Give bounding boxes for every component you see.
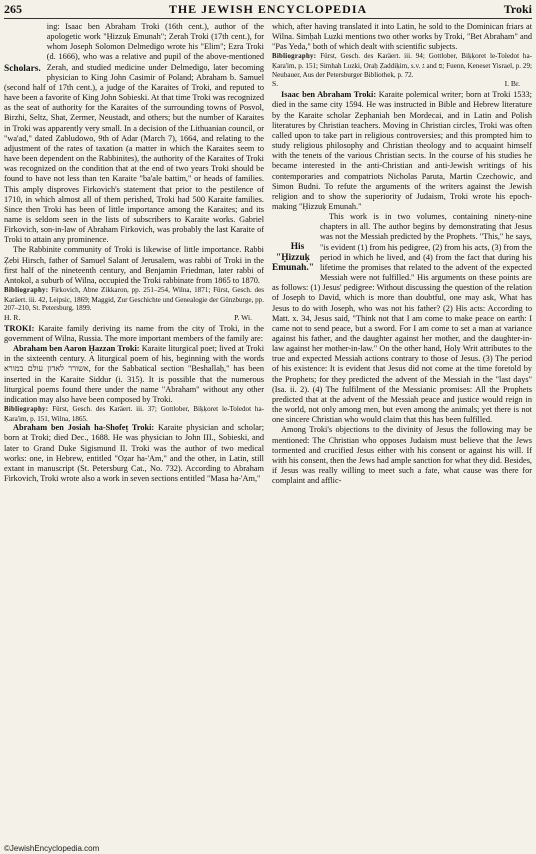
hebrew-incipit: אשורר לאדון עולם במורא xyxy=(4,364,89,374)
paragraph-continuation: which, after having translated it into Latin, he sold to the Dominican friars at Wilna. Simḥah Luzki mentions two other works by Troki, "Bet Abraham" and "Pas Yeda," both of which dealt with scientific subjects. xyxy=(272,22,532,52)
entry-heading-troki: TROKI: xyxy=(4,323,35,333)
paragraph-hizzuk: His "Ḥizzuḳ Emunah." This work is in two volumes, containing ninety-nine chapters in all. The author begins by demonstrating that Jesus was not the Messiah predicted by the Prophets. "This," he says, "is evident (1) from his pedigree, (2) from his acts, (3) from the period in which he lived, and (4) from the fact that during his lifetime the promises that related to the advent of the expected Messiah were not fulfilled." His arguments on these points are as follows: (1) Jesus' pedigree: Without discussing the question of the relation of Joseph to David, which is more than doubtful, one may ask, What has Jesus to do with Joseph, who was not his father? (2) His acts: According to Matt. x. 34, Jesus said, "Think not that I am come to make peace on earth: I came not to send peace, but a sword. For I am come to set a man at variance against his father, and the daughter against her mother, and the daughter-in-law against her mother-in-law." On the other hand, Holy Writ attributes to the true and expected Messiah actions contrary to those of Jesus. (3) The period of his existence: It is evident that Jesus did not come at the time foretold by the Prophets; for they predicted the advent of the Messiah in the "last days" (Isa. ii. 2). (4) The fulfilment of the Messianic promises: All the Prophets predicted that at the advent of the Messiah peace and justice would reign in the world, not only among men, but even among the animals; yet there is not one sincere Christian who would claim that this has been fulfilled. xyxy=(272,212,532,425)
running-title: THE JEWISH ENCYCLOPEDIA xyxy=(168,2,368,16)
entry-heading-abraham-josiah: Abraham ben Josiah ha-Shofeṭ Troki: xyxy=(13,423,155,433)
entry-isaac: Isaac ben Abraham Troki: Karaite polemical writer; born at Troki 1533; died in the same city 1594. He was instructed in Bible and Hebrew literature by the Karaite scholar Zephaniah ben Mordecai, and in Latin and Polish literatures by Christian teachers. Moving in Christian circles, Troki was often called upon to take part in religious controversies; and this prompted him to study religious philosophy and Christian theology and to acquaint himself with the tenets of the various Christian sects. In the course of his studies he became interested in the anti-Christian and anti-Jewish writings of his contemporaries and compatriots Nicholas Paruta, Martin Czechowic, and Simon Budni. To refute the arguments of the writers against the Jewish religion and to show the superiority of Judaism, Troki wrote his epoch-making "Ḥizzuḳ Emunah." xyxy=(272,90,532,211)
entry-abraham-aaron: Abraham ben Aaron Ḥazzan Troki: Karaite liturgical poet; lived at Troki in the sixteenth century. A liturgical poem of his, beginning with the words אשורר לאדון עולם במורא, for the Sabbatical section "Beshallaḥ," has been inserted in the Karaite Siddur (i. 315). It is possible that the numerous liturgical poems found there under the name "Abraham" without any other indication may also have been composed by Troki. xyxy=(4,344,264,404)
paragraph-scholars: Scholars. ing: Isaac ben Abraham Troki (16th cent.), author of the apologetic work "Ḥizzuḳ Emunah"; Zerah Troki (17th cent.), for whom Joseph Solomon Delmedigo wrote his "Elim"; Ezra Troki (d. 1666), who was a relative and pupil of the above-mentioned Zerah, and studied medicine under Delmedigo, later becoming physician to King John Casimir of Poland; Abraham b. Samuel (second half of 17th cent.), a judge of the Karaites of Troki, and reputed to have been a favorite of King John Sobieski. At that time Troki was recognized as the seat of authority for the Karaites of the surrounding towns of Posvol, Birzhi, Seltz, Shat, Zermer, Neustadt, and others; but the number of Karaites in Troki was apparently very small. In a decision of the Lithuanian council, or "wa'ad," dated Zabludowo, 9th of Adar (March 7), 1664, and relating to the adjustment of the rates of taxation (a matter in which the Karaites seem to have been dependent on the Rabbinites), the authority of the Karaites of Troki was recognized on the condition that at the end of two years Troki should be found to have not less than ten Karaite "ba'ale battim," or heads of families. This amply disproves Firkovich's statement that prior to the pestilence of 1710, in which almost all of them perished, Troki had 500 Karaite families. Since then Troki has been of little importance among the Karaites; and its name is seldom seen in the lists of subscribers to Karaite works. Gabriel Firkovich, son-in-law of Abraham Firkovich, was probably the last Karaite of Troki to attain any prominence. xyxy=(4,22,264,245)
header-rule xyxy=(4,18,532,19)
bibliography-3: Bibliography: Fürst, Gesch. des Karäert. iii. 94; Gottlober, Biḳḳoret le-Toledot ha-Ḳara'im, p. 151; Simhah Luzki, Oraḥ Ẓaddiḳim, s.v. ג and פ; Fuenn, Keneset Yisrael, p. 29; Neubauer, Aus der Petersburger Bibliothek, p. 72. xyxy=(272,52,532,79)
margin-heading-scholars: Scholars. xyxy=(4,64,41,74)
left-column xyxy=(4,22,264,484)
entry-heading-abraham-aaron: Abraham ben Aaron Ḥazzan Troki: xyxy=(13,344,140,354)
page-header xyxy=(4,2,532,18)
margin-heading-hizzuk: His "Ḥizzuḳ Emunah." xyxy=(272,242,314,274)
bibliography-2: Bibliography: Fürst, Gesch. des Karäert. iii. 37; Gottlober, Biḳḳoret le-Toledot ha-Ḳara'im, p. 151, Wilna, 1865. xyxy=(4,405,264,423)
entry-abraham-josiah: Abraham ben Josiah ha-Shofeṭ Troki: Karaite physician and scholar; born at Troki; died Dec., 1688. He was physician to John III., Sobieski, and later to Grand Duke Sigismund II. Troki was the author of two medical works: one, in Hebrew, entitled "Oẓar ha-'Am," and the other, in Latin, still extant in manuscript (St. Petersburg Cat., No. 732). According to Abraham Firkovich, Troki wrote also a work in seven sections entitled "Masa ha-'Am," xyxy=(4,423,265,484)
signature-1: H. R. P. Wi. xyxy=(4,312,252,322)
page-number: 265 xyxy=(4,2,22,16)
paragraph-objections: Among Troki's objections to the divinity of Jesus the following may be mentioned: The Christian who opposes Judaism must believe that the Jews tormented and crucified Jesus either with his consent or against his will. If with his consent, then the Jews had ample sanction for what they did. Besides, if Jesus was really willing to meet such a fate, what cause was there for complaint and afflic- xyxy=(272,425,532,486)
bibliography-1: Bibliography: Firkovich, Abne Zikkaron, pp. 251–254, Wilna, 1871; Fürst, Gesch. des Karäert. iii. 42, Leipsic, 1869; Maggid, Zur Geschichte und Genealogie der Günzburge, pp. 207–210, St. Petersburg, 1899. xyxy=(4,286,264,313)
entry-heading-isaac: Isaac ben Abraham Troki: xyxy=(281,90,377,100)
right-column xyxy=(272,22,532,486)
entry-troki: TROKI: Karaite family deriving its name from the city of Troki, in the government of Wilna, Russia. The more important members of the family are: xyxy=(4,323,264,343)
signature-2: S. I. Br. xyxy=(272,79,520,89)
copyright-footer: ©JewishEncyclopedia.com xyxy=(4,844,100,853)
running-word: Troki xyxy=(503,2,532,16)
paragraph-rabbinite: The Rabbinite community of Troki is likewise of little importance. Rabbi Ẓebi Hirsch, father of Samuel Salant of Jerusalem, was rabbi of Troki in the first half of the nineteenth century, and Benjamin Friedman, later rabbi of Antokol, a suburb of Wilna, occupied the Troki rabbinate from 1865 to 1870. xyxy=(4,245,264,285)
